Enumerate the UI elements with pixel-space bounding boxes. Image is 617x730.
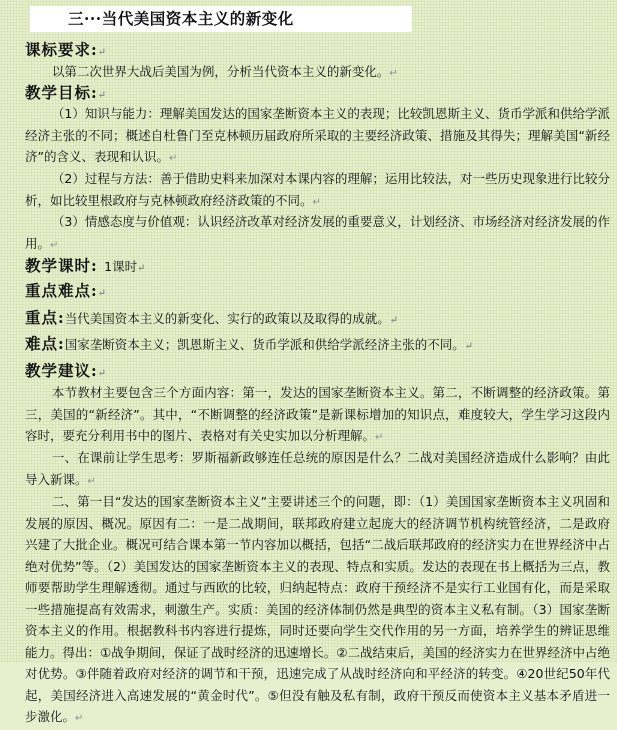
suggestion-intro: 一、在课前让学生思考：罗斯福新政够连任总统的原因是什么？二战对美国经济造成什么影响？由此导入新课。↵ xyxy=(25,450,610,487)
course-standard-text: 以第二次世界大战后美国为例，分析当代资本主义的新变化。↵ xyxy=(51,64,398,79)
teaching-goals-heading: 教学目标:↵ xyxy=(25,83,108,102)
goal-knowledge-ability: （1）知识与能力：理解美国发达的国家垄断资本主义的表现；比较凯恩斯主义、货币学派和供给学派经济主张的不同；概述自杜鲁门至克林顿历届政府所采取的主要经济政策、措施及其得失；理解美国“新经济”的含义、表现和认识。↵ xyxy=(25,106,610,164)
key-point: 重点:当代美国资本主义的新变化、实行的政策以及取得的成就。↵ xyxy=(25,308,400,327)
goal-process-method: （2）过程与方法：善于借助史料来加深对本课内容的理解；运用比较法，对一些历史现象进行比较分析，如比较里根政府与克林顿政府经济政策的不同。↵ xyxy=(25,171,610,208)
goal-emotion-values: （3）情感态度与价值观：认识经济改革对经济发展的重要意义，计划经济、市场经济对经济发展的作用。↵ xyxy=(25,214,610,251)
course-standard-heading: 课标要求:↵ xyxy=(25,40,108,59)
suggestion-section-one: 二、第一目“发达的国家垄断资本主义”主要讲述三个的问题，即：（1）美国国家垄断资本主义巩固和发展的原因、概况。原因有二：一是二战期间，联邦政府建立起庞大的经济调节机构统管经济，二是政府兴建了大批企业。概况可结合课本第一节内容加以概括，包括“二战后联邦政府的经济实力在世界经济中占绝对优势”等。（2）美国发达的国家垄断资本主义的表现、特点和实质。发达的表现在书上概括为三点，教师要帮助学生理解透彻。通过与西欧的比较，归纳起特点：政府干预经济不是实行工业国有化，而是采取一些措施提高有效需求，刺激生产。实质：美国的经济体制仍然是典型的资本主义私有制。（3）国家垄断资本主义的作用。根据教科书内容进行提炼，同时还要向学生交代作用的另一方面，培养学生的辨证思维能力。得出：①战争期间，保证了战时经济的迅速增长。②二战结束后，美国的经济实力在世界经济中占绝对优势。③伴随着政府对经济的调节和干预，迅速完成了从战时经济向和平经济的转变。④20世纪50年代起，美国经济进入高速发展的“黄金时代”。⑤但没有触及私有制，政府干预反而使资本主义基本矛盾进一步激化。↵ xyxy=(25,494,610,724)
class-hours-value: 1课时 xyxy=(104,259,138,274)
suggestions-heading: 教学建议:↵ xyxy=(25,361,108,380)
key-difficult-heading: 重点难点:↵ xyxy=(25,281,108,300)
class-hours-heading: 教学课时: 1课时↵ xyxy=(25,256,147,275)
key-point-text: 当代美国资本主义的新变化、实行的政策以及取得的成就。 xyxy=(64,311,390,326)
difficult-point: 难点:国家垄断资本主义；凯恩斯主义、货币学派和供给学派经济主张的不同。↵ xyxy=(25,334,475,353)
difficult-point-text: 国家垄断资本主义；凯恩斯主义、货币学派和供给学派经济主张的不同。 xyxy=(64,337,465,352)
section-title: 三···当代美国资本主义的新变化 xyxy=(30,6,412,32)
suggestion-overview: 本节教材主要包含三个方面内容：第一，发达的国家垄断资本主义。第二，不断调整的经济政策。第三，美国的“新经济”。其中，“不断调整的经济政策”是新课标增加的知识点，难度较大，学生学习这段内容时，要充分利用书中的图片、表格对有关史实加以分析理解。↵ xyxy=(25,385,610,443)
